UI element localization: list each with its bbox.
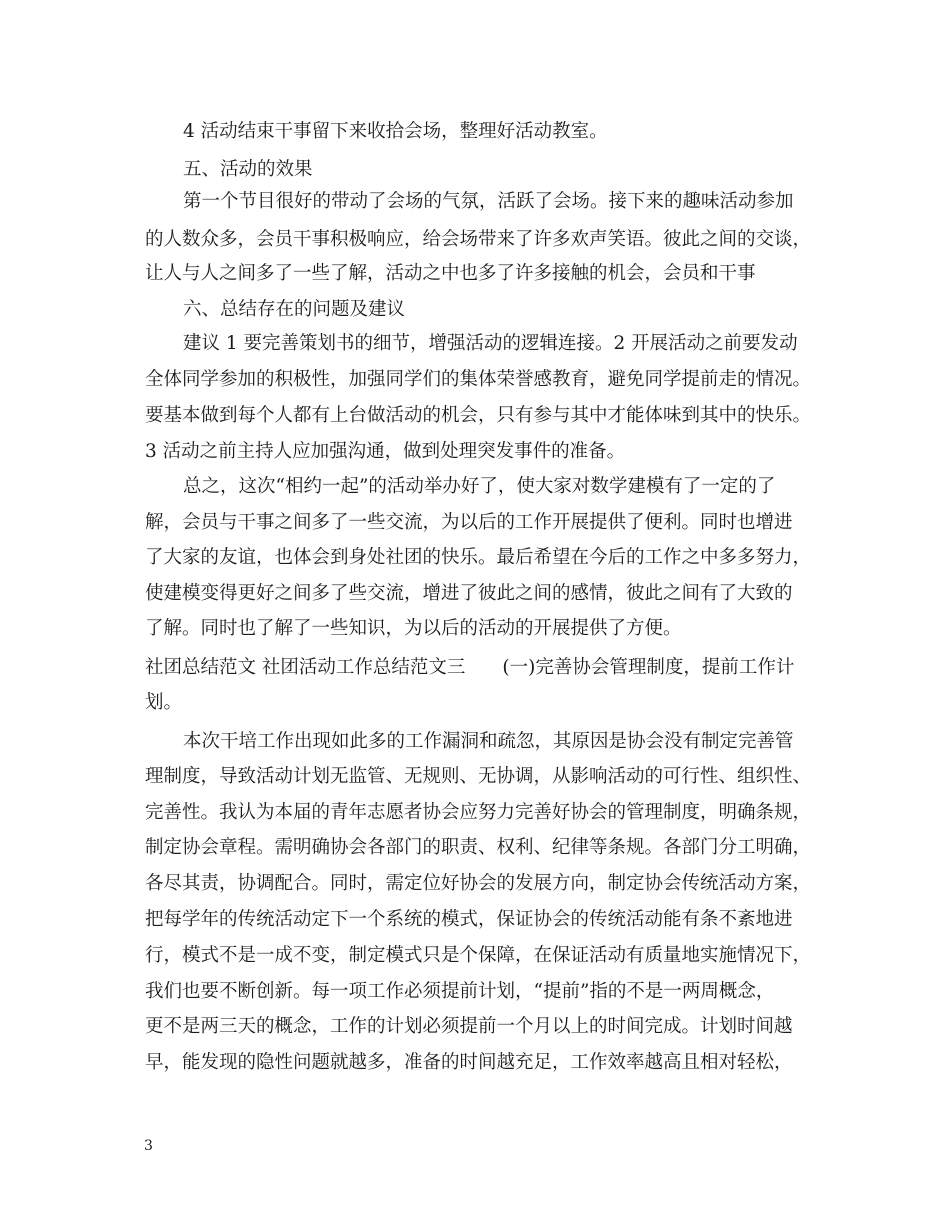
text-line: 要基本做到每个人都有上台做活动的机会，只有参与其中才能体味到其中的快乐。 <box>145 405 812 426</box>
text-line: 更不是两三天的概念，工作的计划必须提前一个月以上的时间完成。计划时间越 <box>145 1016 793 1037</box>
text-line: 早，能发现的隐性问题就越多，准备的时间越充足，工作效率越高且相对轻松， <box>145 1052 793 1073</box>
text-line: 总之，这次“相约一起”的活动举办好了，使大家对数学建模有了一定的了 <box>183 476 776 497</box>
text-line: 第一个节目很好的带动了会场的气氛，活跃了会场。接下来的趣味活动参加 <box>183 191 794 212</box>
section-heading: 六、总结存在的问题及建议 <box>183 299 406 320</box>
text-line: 3 活动之前主持人应加强沟通，做到处理突发事件的准备。 <box>145 441 626 462</box>
page-number: 3 <box>144 1138 153 1154</box>
text-line: 把每学年的传统活动定下一个系统的模式，保证协会的传统活动能有条不紊地进 <box>145 909 793 930</box>
text-line: 建议 1 要完善策划书的细节，增强活动的逻辑连接。2 开展活动之前要发动 <box>183 333 798 354</box>
text-line: 行，模式不是一成不变，制定模式只是个保障，在保证活动有质量地实施情况下， <box>145 945 812 966</box>
text-line: 划。 <box>145 692 183 713</box>
text-line: 全体同学参加的积极性，加强同学们的集体荣誉感教育，避免同学提前走的情况。 <box>145 369 812 390</box>
text-line: 各尽其责，协调配合。同时，需定位好协会的发展方向，制定协会传统活动方案， <box>145 873 812 894</box>
text-line: 完善性。我认为本届的青年志愿者协会应努力完善好协会的管理制度，明确条规， <box>145 802 812 823</box>
heading-line: 社团总结范文 社团活动工作总结范文三 (一)完善协会管理制度，提前工作计 <box>145 657 795 678</box>
text-line: 的人数众多，会员干事积极响应，给会场带来了许多欢声笑语。彼此之间的交谈， <box>145 229 812 250</box>
text-line: 让人与人之间多了一些了解，活动之中也多了许多接触的机会，会员和干事 <box>145 263 756 284</box>
text-line: 制定协会章程。需明确协会各部门的职责、权利、纪律等条规。各部门分工明确， <box>145 837 812 858</box>
text-line: 本次干培工作出现如此多的工作漏洞和疏忽，其原因是协会没有制定完善管 <box>183 731 794 752</box>
section-heading: 五、活动的效果 <box>183 159 313 180</box>
text-line: 4 活动结束干事留下来收拾会场，整理好活动教室。 <box>183 121 608 142</box>
text-line: 理制度，导致活动计划无监管、无规则、无协调，从影响活动的可行性、组织性、 <box>145 766 812 787</box>
text-line: 解，会员与干事之间多了一些交流，为以后的工作开展提供了便利。同时也增进 <box>145 512 793 533</box>
text-line: 了解。同时也了解了一些知识，为以后的活动的开展提供了方便。 <box>145 618 682 639</box>
text-line: 我们也要不断创新。每一项工作必须提前计划，“提前”指的不是一两周概念， <box>145 981 775 1002</box>
text-line: 了大家的友谊，也体会到身处社团的快乐。最后希望在今后的工作之中多多努力， <box>145 547 812 568</box>
text-line: 使建模变得更好之间多了些交流，增进了彼此之间的感情，彼此之间有了大致的 <box>145 583 793 604</box>
